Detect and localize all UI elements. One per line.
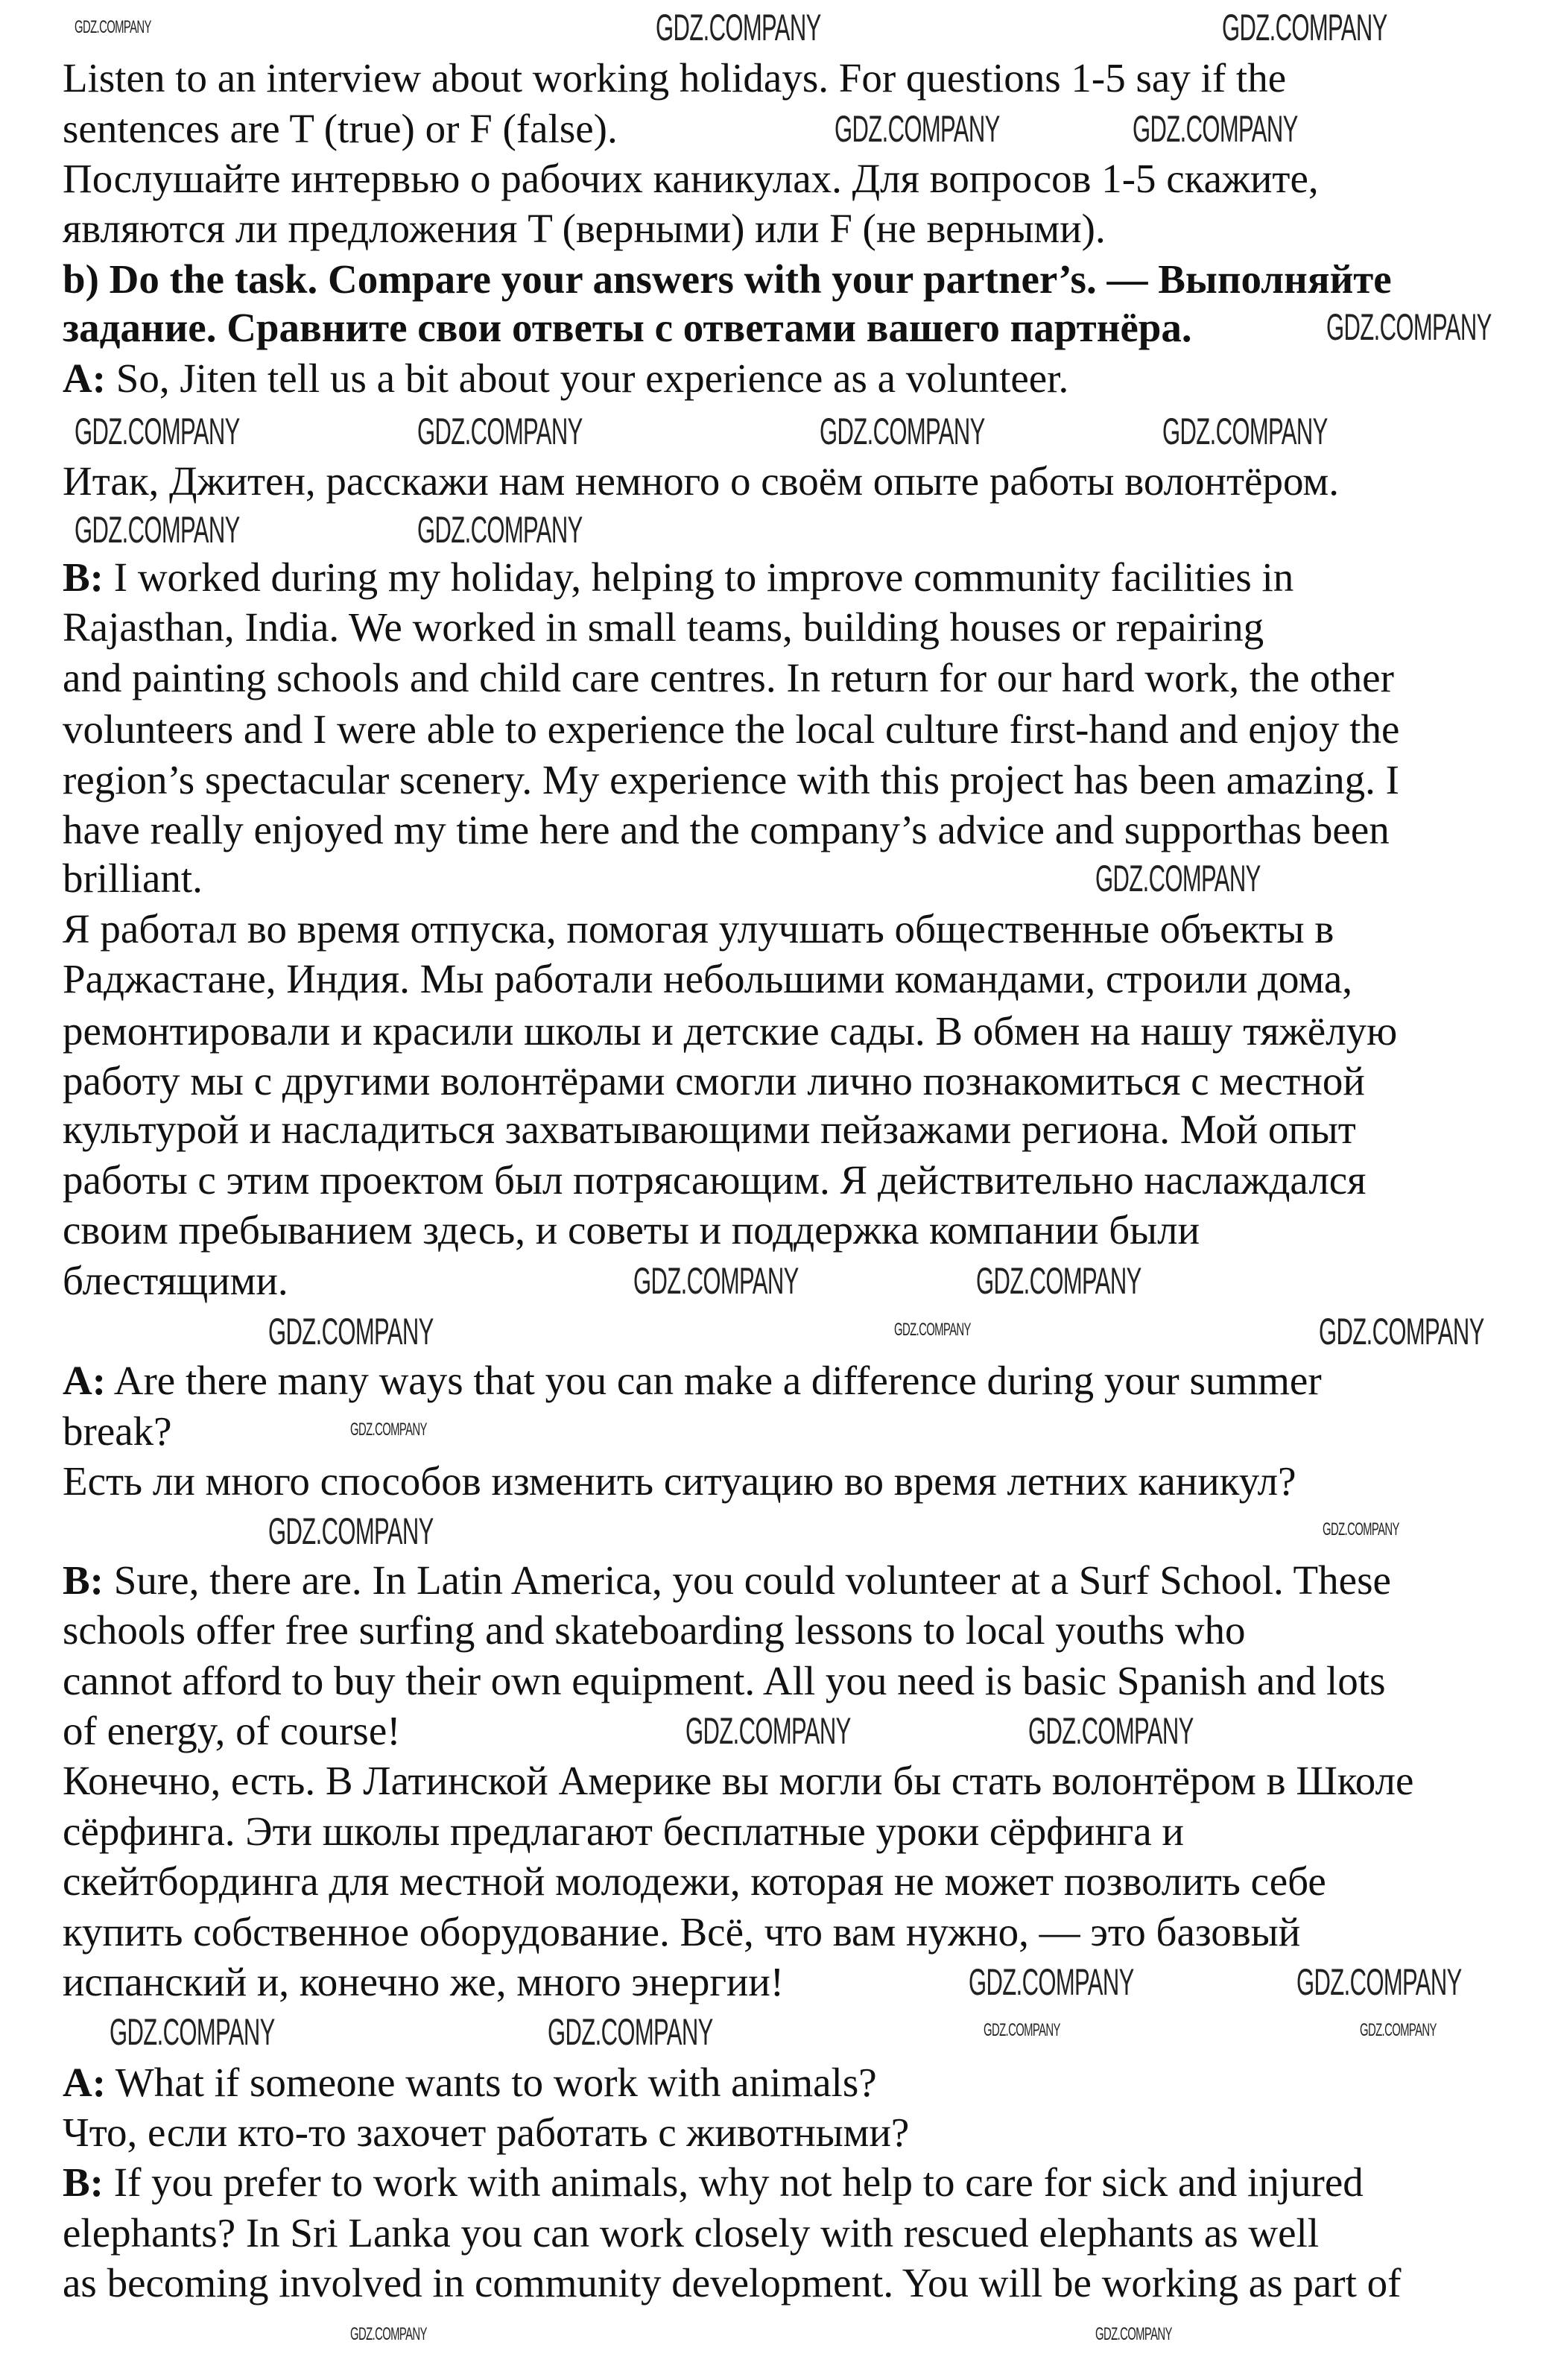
text-line: as becoming involved in community development. You will be working as part of — [63, 2260, 1402, 2305]
watermark: GDZ.COMPANY — [268, 1510, 434, 1552]
watermark: GDZ.COMPANY — [685, 1710, 851, 1752]
dialogue-line — [63, 2060, 877, 2106]
line-text: Are there many ways that you can make a difference during your summer — [106, 1358, 1322, 1403]
text-line: sentences are T (true) or F (false). — [63, 106, 618, 151]
text-line: Итак, Джитен, расскажи нам немного о своём опыте работы волонтёром. — [63, 458, 1339, 504]
line-text: Sure, there are. In Latin America, you could volunteer at a Surf School. These — [104, 1557, 1391, 1603]
text-line: ремонтировали и красили школы и детские сады. В обмен на нашу тяжёлую — [63, 1008, 1398, 1054]
text-line: Listen to an interview about working holidays. For questions 1-5 say if the — [63, 55, 1287, 101]
watermark: GDZ.COMPANY — [350, 2324, 427, 2344]
dialogue-line — [63, 2159, 1364, 2206]
watermark: GDZ.COMPANY — [417, 509, 583, 551]
watermark: GDZ.COMPANY — [1323, 1519, 1399, 1539]
text-line: volunteers and I were able to experience the local culture first-hand and enjoy the — [63, 706, 1400, 752]
text-line: работы с этим проектом был потрясающим. Я действительно наслаждался — [63, 1157, 1367, 1203]
dialogue-line — [63, 554, 1293, 601]
watermark: GDZ.COMPANY — [350, 1420, 427, 1440]
text-line: испанский и, конечно же, много энергии! — [63, 1959, 785, 2004]
text-line: Конечно, есть. В Латинской Америке вы могли бы стать волонтёром в Школе — [63, 1758, 1414, 1803]
watermark: GDZ.COMPANY — [1133, 108, 1298, 150]
text-line: cannot afford to buy their own equipment. All you need is basic Spanish and lots — [63, 1658, 1386, 1703]
text-line: region’s spectacular scenery. My experience with this project has been amazing. I — [63, 757, 1399, 803]
watermark: GDZ.COMPANY — [1326, 306, 1492, 348]
text-line: работу мы с другими волонтёрами смогли лично познакомиться с местной — [63, 1058, 1365, 1104]
text-line: блестящими. — [63, 1258, 288, 1303]
dialogue-line — [63, 1557, 1391, 1604]
text-line: schools offer free surfing and skateboarding lessons to local youths who — [63, 1607, 1246, 1653]
watermark: GDZ.COMPANY — [894, 1320, 971, 1340]
dialogue-line — [63, 355, 1068, 402]
watermark: GDZ.COMPANY — [1028, 1710, 1194, 1752]
text-line: Что, если кто-то захочет работать с животными? — [63, 2110, 910, 2155]
dialogue-line — [63, 1358, 1322, 1404]
line-text: I worked during my holiday, helping to improve community facilities in — [104, 554, 1294, 600]
text-line: являются ли предложения T (верными) или F (не верными). — [63, 206, 1106, 251]
watermark: GDZ.COMPANY — [75, 411, 240, 452]
speaker-label: A: — [63, 1358, 107, 1403]
line-text: So, Jiten tell us a bit about your experience as a volunteer. — [106, 355, 1069, 401]
watermark: GDZ.COMPANY — [1095, 2324, 1172, 2344]
watermark: GDZ.COMPANY — [268, 1311, 434, 1352]
speaker-label: A: — [63, 355, 107, 401]
speaker-label: B: — [63, 1557, 104, 1603]
watermark: GDZ.COMPANY — [969, 1961, 1134, 2003]
text-line: and painting schools and child care centres. In return for our hard work, the other — [63, 655, 1394, 700]
text-line: Rajasthan, India. We worked in small teams, building houses or repairing — [63, 604, 1264, 650]
watermark: GDZ.COMPANY — [75, 17, 151, 37]
speaker-label: B: — [63, 2159, 104, 2205]
watermark: GDZ.COMPANY — [75, 509, 240, 551]
text-line: break? — [63, 1408, 172, 1454]
watermark: GDZ.COMPANY — [656, 7, 821, 48]
watermark: GDZ.COMPANY — [1360, 2020, 1437, 2040]
text-line: культурой и насладиться захватывающими пейзажами региона. Мой опыт — [63, 1107, 1356, 1152]
line-text: If you prefer to work with animals, why not help to care for sick and injured — [104, 2159, 1364, 2205]
text-line: сёрфинга. Эти школы предлагают бесплатные уроки сёрфинга и — [63, 1808, 1184, 1854]
text-line: brilliant. — [63, 855, 203, 901]
text-line: elephants? In Sri Lanka you can work closely with rescued elephants as well — [63, 2210, 1320, 2256]
watermark: GDZ.COMPANY — [835, 108, 1000, 150]
text-line: своим пребыванием здесь, и советы и поддержка компании были — [63, 1207, 1200, 1253]
watermark: GDZ.COMPANY — [976, 1260, 1141, 1302]
speaker-label: B: — [63, 554, 104, 600]
watermark: GDZ.COMPANY — [1319, 1311, 1484, 1352]
text-line: купить собственное оборудование. Всё, что вам нужно, — это базовый — [63, 1909, 1301, 1955]
watermark: GDZ.COMPANY — [110, 2011, 275, 2053]
line-text: What if someone wants to work with animals? — [106, 2060, 877, 2105]
watermark: GDZ.COMPANY — [1162, 411, 1328, 452]
text-line: Я работал во время отпуска, помогая улучшать общественные объекты в — [63, 906, 1334, 952]
watermark: GDZ.COMPANY — [1095, 858, 1261, 899]
text-line: скейтбординга для местной молодежи, которая не может позволить себе — [63, 1858, 1326, 1904]
watermark: GDZ.COMPANY — [417, 411, 583, 452]
watermark: GDZ.COMPANY — [820, 411, 985, 452]
text-line: Раджастане, Индия. Мы работали небольшими командами, строили дома, — [63, 956, 1353, 1001]
watermark: GDZ.COMPANY — [548, 2011, 713, 2053]
text-line: Послушайте интервью о рабочих каникулах. Для вопросов 1-5 скажите, — [63, 156, 1319, 201]
watermark: GDZ.COMPANY — [1296, 1961, 1462, 2003]
text-line: have really enjoyed my time here and the company’s advice and supporthas been — [63, 807, 1390, 852]
text-line: Есть ли много способов изменить ситуацию во время летних каникул? — [63, 1458, 1296, 1504]
watermark: GDZ.COMPANY — [984, 2020, 1060, 2040]
text-line: of energy, of course! — [63, 1708, 401, 1753]
watermark: GDZ.COMPANY — [1222, 7, 1387, 48]
task-heading: задание. Сравните свои ответы с ответами вашего партнёра. — [63, 305, 1192, 350]
task-heading: b) Do the task. Compare your answers with your partner’s. — Выполняйте — [63, 256, 1392, 302]
watermark: GDZ.COMPANY — [633, 1260, 799, 1302]
speaker-label: A: — [63, 2060, 107, 2105]
